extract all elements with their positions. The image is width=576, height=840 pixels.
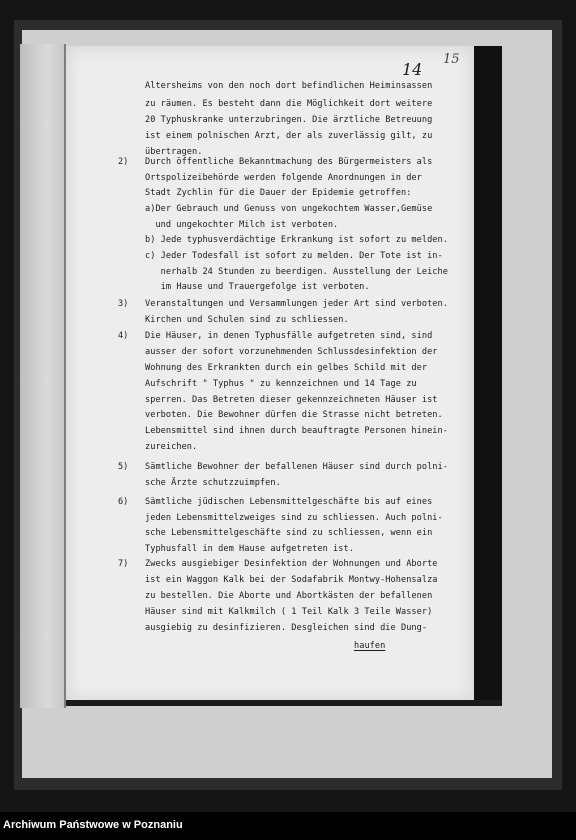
text-line: a)Der Gebrauch und Genuss von ungekochtem Wasser,Gemüse — [145, 204, 433, 214]
text-line: sperren. Das Betreten dieser gekennzeichneten Häuser ist — [145, 395, 438, 405]
text-line: zu bestellen. Die Aborte und Abortkästen der befallenen — [145, 591, 433, 601]
text-line: 20 Typhuskranke unterzubringen. Die ärztliche Betreuung — [145, 115, 433, 125]
text-line: verboten. Die Bewohner dürfen die Strasse nicht betreten. — [145, 410, 443, 420]
folio-number-alt: 15 — [443, 52, 460, 67]
text-line: Wohnung des Erkrankten durch ein gelbes Schild mit der — [145, 363, 428, 373]
text-line: Typhusfall in dem Hause aufgetreten ist. — [145, 544, 354, 554]
item-number: 7) — [118, 559, 129, 569]
text-line: Durch öffentliche Bekanntmachung des Bürgermeisters als — [145, 157, 433, 167]
page-bottom-edge — [66, 700, 502, 706]
text-line: Lebensmittel sind ihnen durch beauftragte Personen hinein- — [145, 426, 448, 436]
text-line: sche Ärzte schutzzuimpfen. — [145, 478, 281, 488]
item-number: 4) — [118, 331, 129, 341]
text-line: ausser der sofort vorzunehmenden Schlussdesinfektion der — [145, 347, 438, 357]
text-line: im Hause und Trauergefolge ist verboten. — [145, 282, 370, 292]
text-line: ausgiebig zu desinfizieren. Desgleichen sind die Dung- — [145, 623, 428, 633]
text-line: nerhalb 24 Stunden zu beerdigen. Ausstellung der Leiche — [145, 267, 448, 277]
text-line: sche Lebensmittelgeschäfte sind zu schliessen, wenn ein — [145, 528, 433, 538]
text-line: b) Jede typhusverdächtige Erkrankung ist sofort zu melden. — [145, 235, 448, 245]
text-line: Kirchen und Schulen sind zu schliessen. — [145, 315, 349, 325]
text-line: Altersheims von den noch dort befindlichen Heiminsassen — [145, 81, 433, 91]
text-line: übertragen. — [145, 147, 203, 157]
archive-label: Archiwum Państwowe w Poznaniu — [3, 819, 183, 831]
text-line: zu räumen. Es besteht dann die Möglichkeit dort weitere — [145, 99, 433, 109]
document-page — [66, 46, 474, 702]
item-number: 5) — [118, 462, 129, 472]
text-line: und ungekochter Milch ist verboten. — [145, 220, 339, 230]
text-line: Veranstaltungen und Versammlungen jeder Art sind verboten. — [145, 299, 448, 309]
text-line: ist einem polnischen Arzt, der als zuverlässig gilt, zu — [145, 131, 433, 141]
text-line: Zwecks ausgiebiger Desinfektion der Wohnungen und Aborte — [145, 559, 438, 569]
text-line: Stadt Zychlin für die Dauer der Epidemie getroffen: — [145, 188, 412, 198]
item-number: 6) — [118, 497, 129, 507]
text-line: Ortspolizeibehörde werden folgende Anordnungen in der — [145, 173, 422, 183]
folio-number: 14 — [402, 60, 423, 79]
page-shadow — [470, 46, 502, 706]
text-line: c) Jeder Todesfall ist sofort zu melden. Der Tote ist in- — [145, 251, 443, 261]
text-line: Häuser sind mit Kalkmilch ( 1 Teil Kalk 3 Teile Wasser) — [145, 607, 433, 617]
text-line: Die Häuser, in denen Typhusfälle aufgetreten sind, sind — [145, 331, 433, 341]
text-line: ist ein Waggon Kalk bei der Sodafabrik Montwy-Hohensalza — [145, 575, 438, 585]
text-line: Sämtliche jüdischen Lebensmittelgeschäfte bis auf eines — [145, 497, 433, 507]
item-number: 2) — [118, 157, 129, 167]
text-line: Aufschrift " Typhus " zu kennzeichnen und 14 Tage zu — [145, 379, 417, 389]
item-number: 3) — [118, 299, 129, 309]
left-page-edge — [20, 44, 66, 708]
text-line: zureichen. — [145, 442, 198, 452]
text-line: jeden Lebensmittelzweiges sind zu schliessen. Auch polni- — [145, 513, 443, 523]
catchword: haufen — [354, 641, 386, 651]
text-line: Sämtliche Bewohner der befallenen Häuser sind durch polni- — [145, 462, 448, 472]
